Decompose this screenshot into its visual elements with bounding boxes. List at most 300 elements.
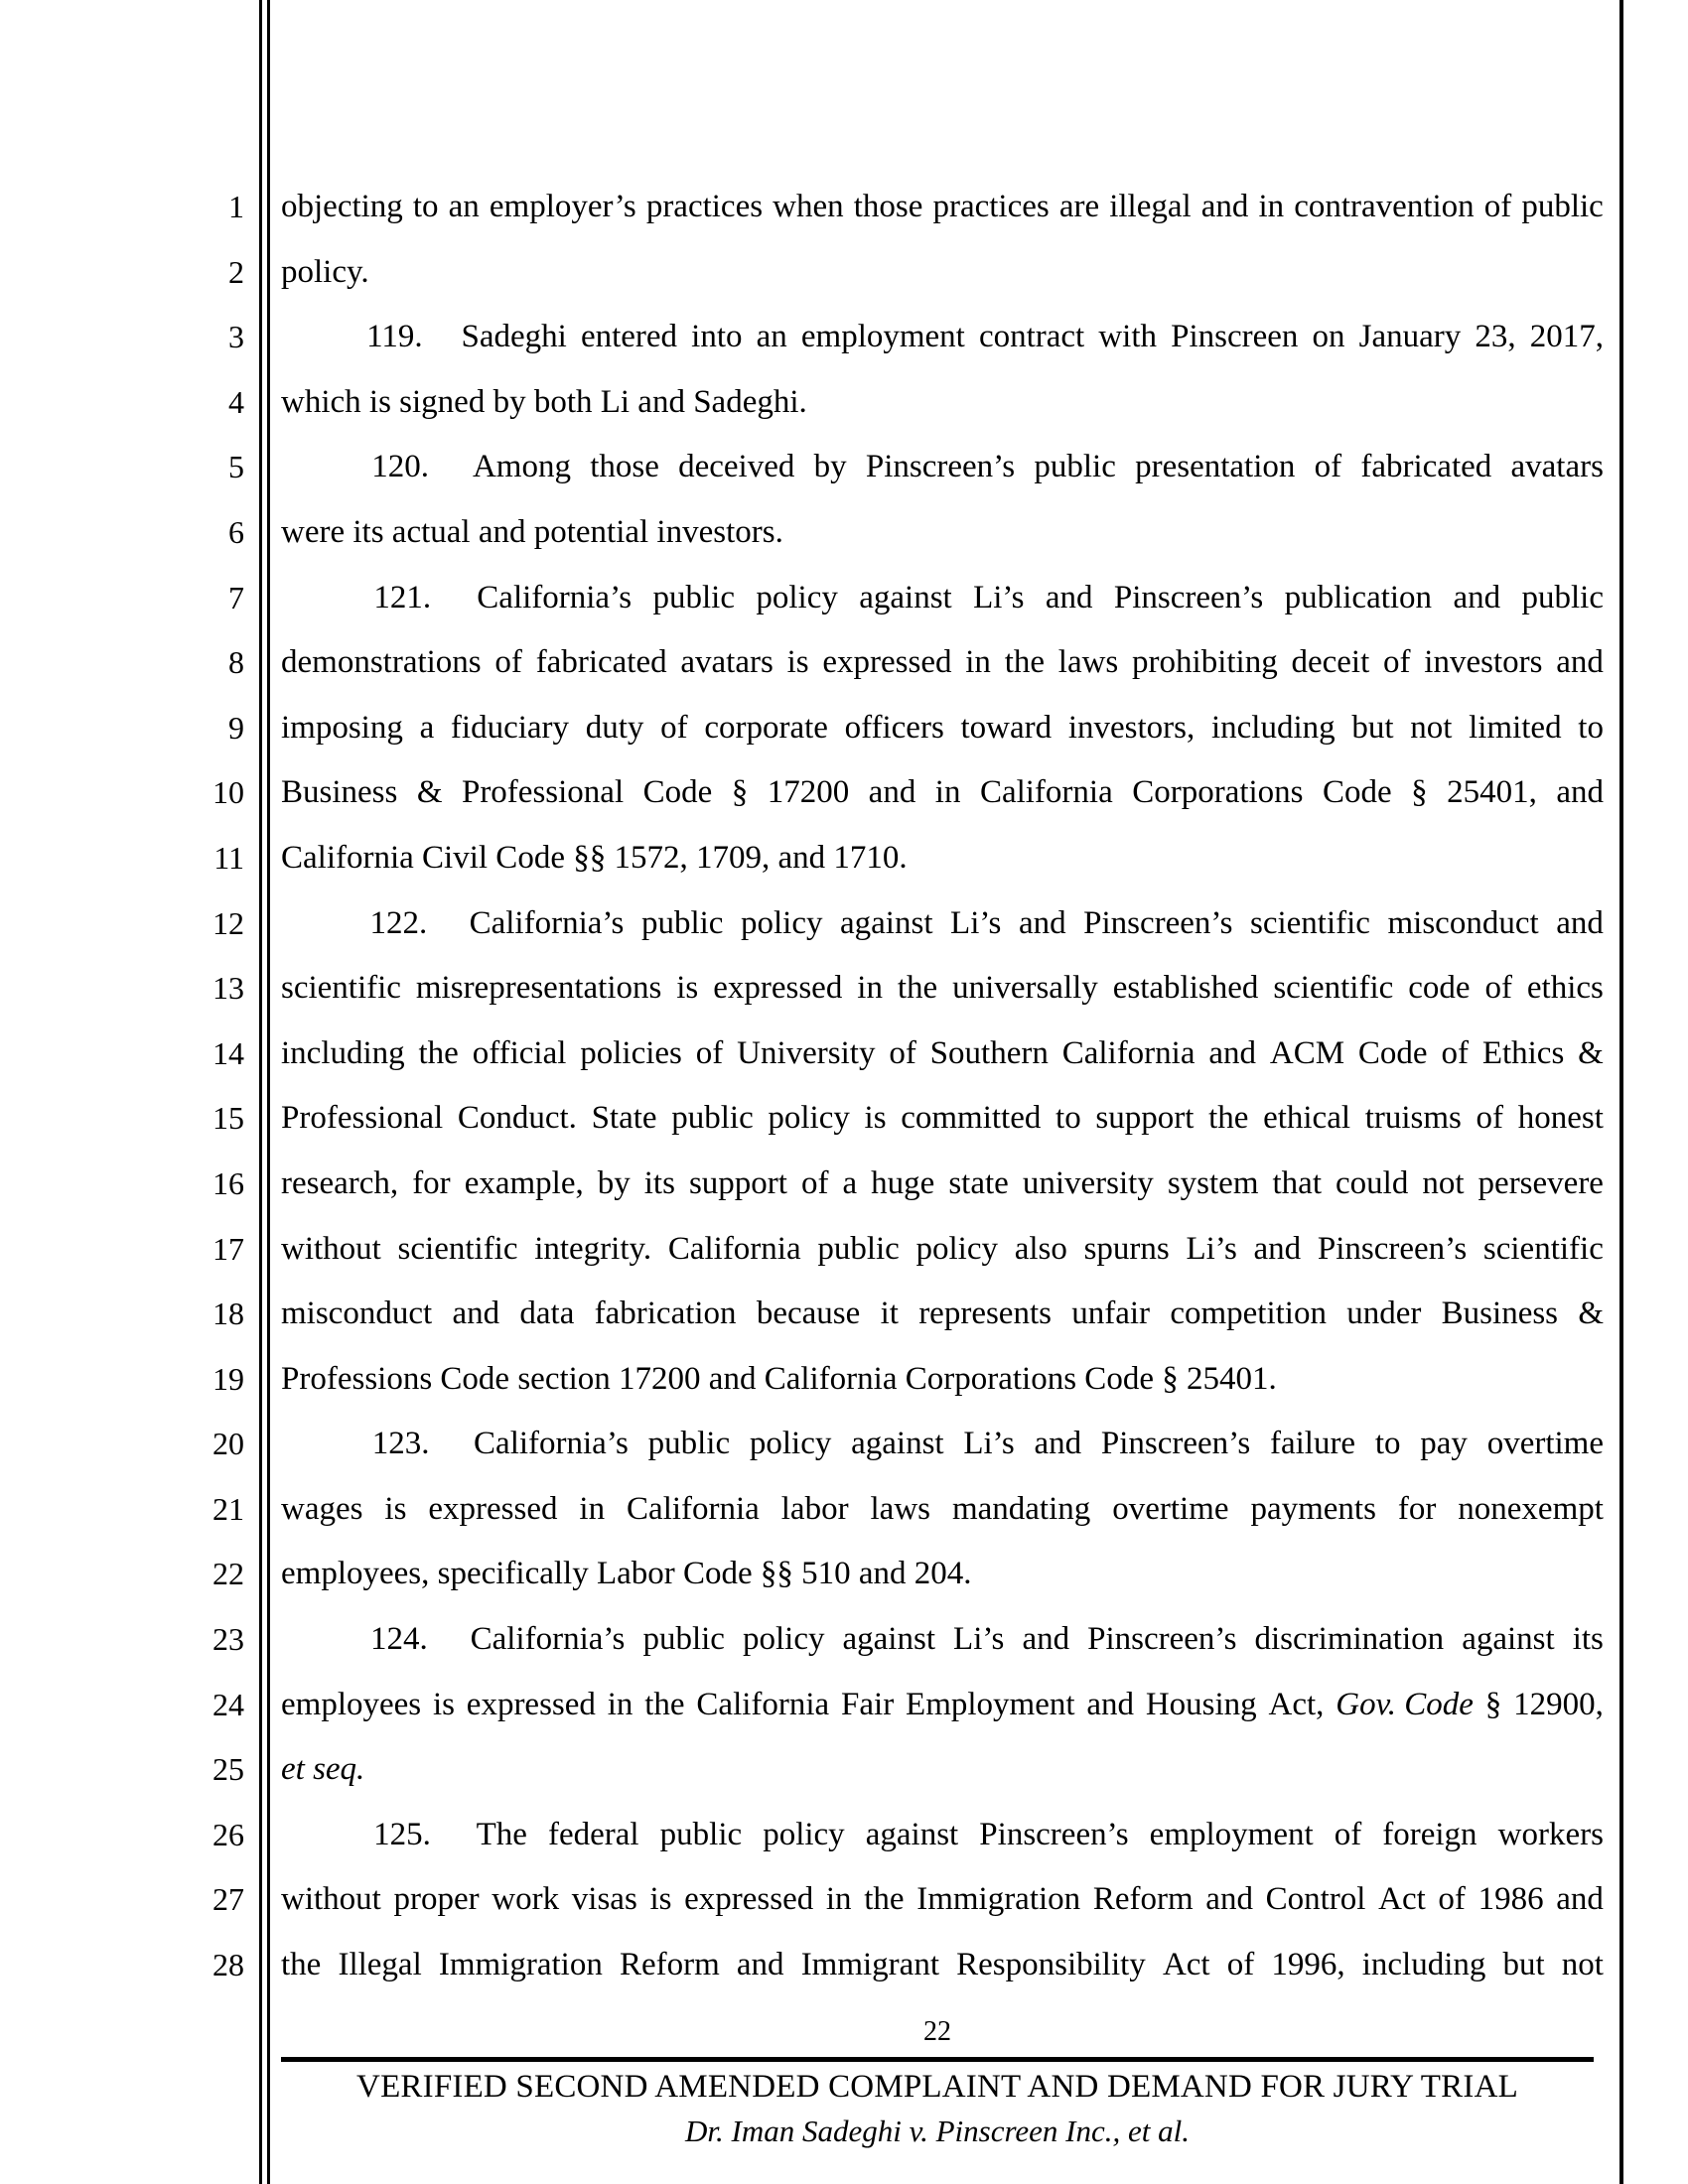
- line-number: 19: [212, 1360, 244, 1397]
- word: 17200: [767, 774, 850, 811]
- word: and: [1556, 644, 1604, 681]
- word: California: [1061, 1034, 1196, 1071]
- word: and: [1253, 1230, 1302, 1267]
- word: misrepresentations: [415, 970, 662, 1007]
- word: Pinscreen’s: [1113, 579, 1264, 615]
- word: and: [1022, 1621, 1070, 1658]
- word: Employment: [906, 1686, 1075, 1722]
- word: the: [864, 1881, 905, 1918]
- word: committed: [901, 1100, 1042, 1137]
- word: fabrication: [594, 1296, 737, 1332]
- word: avatars: [1510, 449, 1604, 485]
- line-number: 13: [212, 970, 244, 1007]
- word: failure: [1269, 1426, 1356, 1462]
- word: labor: [780, 1490, 849, 1527]
- line-number-gutter: [179, 175, 244, 1998]
- text-line: [281, 1933, 1604, 1998]
- word: contract: [978, 319, 1085, 355]
- word: unfair: [1071, 1296, 1151, 1332]
- word: including: [281, 1034, 405, 1071]
- word: California: [979, 774, 1113, 811]
- line-text: employees, specifically Labor Code §§ 510 and 204.: [281, 1556, 972, 1592]
- word: Code: [1357, 1034, 1428, 1071]
- word: entered: [580, 319, 678, 355]
- word: scientific: [1250, 904, 1370, 941]
- word: Pinscreen’s: [865, 449, 1016, 485]
- word: could: [1336, 1164, 1409, 1201]
- word: against: [1462, 1621, 1555, 1658]
- word: Southern: [929, 1034, 1049, 1071]
- word: Gov. Code: [1336, 1686, 1474, 1722]
- word: of: [889, 1034, 916, 1071]
- word: 121.: [373, 579, 432, 615]
- word: is: [432, 1686, 455, 1722]
- word: an: [756, 319, 787, 355]
- text-line: [281, 956, 1604, 1022]
- word: Act,: [1268, 1686, 1325, 1722]
- text-line: [281, 826, 1604, 891]
- text-line: [281, 175, 1604, 240]
- word: its: [643, 1164, 675, 1201]
- line-number: 2: [228, 253, 244, 290]
- word: employees: [281, 1686, 422, 1722]
- word: support: [688, 1164, 787, 1201]
- word: Business: [1441, 1296, 1559, 1332]
- word: policy: [740, 904, 823, 941]
- text-line: [281, 435, 1604, 500]
- word: policy: [756, 579, 838, 615]
- word: in: [607, 1686, 633, 1722]
- word: against: [840, 904, 933, 941]
- text-line: [281, 566, 1604, 631]
- word: &: [1578, 1034, 1604, 1071]
- line-text: which is signed by both Li and Sadeghi.: [281, 383, 807, 420]
- word: State: [591, 1100, 657, 1137]
- word: of: [1314, 449, 1342, 485]
- word: ethics: [1526, 970, 1604, 1007]
- word: Corporations: [1132, 774, 1304, 811]
- word: ethical: [1263, 1100, 1351, 1137]
- word: employer’s: [489, 189, 636, 224]
- word: in: [579, 1490, 606, 1527]
- word: for: [1397, 1490, 1437, 1527]
- word: Professional: [281, 1100, 444, 1137]
- footer-case-caption: Dr. Iman Sadeghi v. Pinscreen Inc., et al.: [685, 2114, 1190, 2148]
- word: visas: [571, 1881, 637, 1918]
- word: Pinscreen’s: [1087, 1621, 1237, 1658]
- word: and: [736, 1947, 784, 1983]
- word: §: [1411, 774, 1428, 811]
- paragraph-indent: [281, 1412, 352, 1477]
- word: California: [627, 1490, 760, 1527]
- word: Li’s: [973, 579, 1025, 615]
- paragraph-indent: [281, 1607, 352, 1673]
- word: 1986: [1477, 1881, 1544, 1918]
- paragraph-indent: [281, 1803, 352, 1868]
- word: misconduct: [1387, 904, 1539, 941]
- line-number: 16: [212, 1164, 244, 1201]
- word: Fair: [841, 1686, 895, 1722]
- word: is: [649, 1881, 672, 1918]
- footer-title: VERIFIED SECOND AMENDED COMPLAINT AND DEMAND FOR JURY TRIAL: [356, 2069, 1518, 2105]
- line-number: 5: [228, 449, 244, 485]
- word: toward: [960, 709, 1053, 746]
- word: Li’s: [963, 1426, 1015, 1462]
- word: policy: [768, 1100, 850, 1137]
- left-margin-rule-inner: [267, 0, 270, 2184]
- word: Li’s: [953, 1621, 1005, 1658]
- word: laws: [1057, 644, 1119, 681]
- line-number: 28: [212, 1947, 244, 1983]
- word: the: [1004, 644, 1046, 681]
- word: practices: [645, 189, 764, 224]
- line-text: policy.: [281, 253, 369, 290]
- word: fabricated: [1360, 449, 1492, 485]
- word: to: [1578, 709, 1604, 746]
- word: for: [412, 1164, 451, 1201]
- word: California’s: [449, 1426, 629, 1462]
- word: universally: [952, 970, 1098, 1007]
- word: established: [1112, 970, 1259, 1007]
- text-line: [281, 1282, 1604, 1347]
- word: is: [676, 970, 699, 1007]
- word: Act: [1162, 1947, 1210, 1983]
- word: deceived: [678, 449, 795, 485]
- word: of: [1334, 1816, 1362, 1852]
- word: foreign: [1382, 1816, 1477, 1852]
- word: §: [731, 774, 749, 811]
- word: fabricated: [535, 644, 667, 681]
- word: by: [597, 1164, 631, 1201]
- word: without: [281, 1881, 381, 1918]
- word: Professional: [461, 774, 625, 811]
- word: nonexempt: [1458, 1490, 1604, 1527]
- text-line: [281, 696, 1604, 761]
- word: Reform: [1092, 1881, 1194, 1918]
- word: that: [1272, 1164, 1322, 1201]
- text-line: [281, 891, 1604, 957]
- word: to: [1055, 1100, 1081, 1137]
- word: expressed: [684, 1881, 814, 1918]
- word: against: [859, 579, 952, 615]
- word: pay: [1420, 1426, 1468, 1462]
- word: not: [1410, 709, 1453, 746]
- word: California’s: [452, 579, 633, 615]
- paragraph-indent: [281, 435, 352, 500]
- text-line: [281, 1152, 1604, 1217]
- line-number: 14: [212, 1034, 244, 1071]
- word: prohibiting: [1132, 644, 1278, 681]
- word: workers: [1497, 1816, 1604, 1852]
- word: public: [671, 1100, 754, 1137]
- word: Responsibility: [956, 1947, 1146, 1983]
- word: proper: [393, 1881, 480, 1918]
- word: employment: [800, 319, 965, 355]
- word: expressed: [428, 1490, 558, 1527]
- word: Among: [448, 449, 571, 485]
- line-number: 7: [228, 579, 244, 615]
- word: of: [1383, 644, 1411, 681]
- word: 122.: [369, 904, 428, 941]
- word: university: [1022, 1164, 1154, 1201]
- word: public: [652, 579, 735, 615]
- word: Business: [281, 774, 398, 811]
- word: and: [1208, 1034, 1257, 1071]
- line-number: 9: [228, 709, 244, 746]
- word: by: [813, 449, 847, 485]
- word: Sadeghi: [436, 319, 567, 355]
- word: limited: [1469, 709, 1562, 746]
- text-line: [281, 1867, 1604, 1933]
- line-text: California Civil Code §§ 1572, 1709, and 1710.: [281, 839, 908, 876]
- word: it: [880, 1296, 899, 1332]
- word: federal: [548, 1816, 639, 1852]
- word: 123.: [371, 1426, 430, 1462]
- word: Reform: [619, 1947, 720, 1983]
- word: of: [1441, 1034, 1469, 1071]
- line-number: 6: [228, 513, 244, 550]
- word: California’s: [444, 904, 625, 941]
- word: policies: [580, 1034, 682, 1071]
- word: duty: [585, 709, 644, 746]
- word: 124.: [370, 1621, 428, 1658]
- word: policy: [742, 1621, 825, 1658]
- word: are: [1058, 189, 1100, 224]
- word: the: [644, 1686, 685, 1722]
- word: public: [659, 1816, 743, 1852]
- word: scientific: [281, 970, 401, 1007]
- paragraph-indent: [281, 305, 352, 370]
- word: of: [494, 644, 522, 681]
- word: Pinscreen’s: [1317, 1230, 1468, 1267]
- word: overtime: [1112, 1490, 1229, 1527]
- word: state: [948, 1164, 1009, 1201]
- text-line: [281, 760, 1604, 826]
- word: Illegal: [338, 1947, 422, 1983]
- word: truisms: [1364, 1100, 1462, 1137]
- word: public: [647, 1426, 731, 1462]
- word: work: [492, 1881, 560, 1918]
- word: scientific: [1273, 970, 1394, 1007]
- line-number: 17: [212, 1230, 244, 1267]
- word: and: [1045, 579, 1093, 615]
- word: and: [1556, 774, 1604, 811]
- word: its: [1572, 1621, 1604, 1658]
- word: in: [825, 1881, 852, 1918]
- word: against: [865, 1816, 959, 1852]
- word: fiduciary: [450, 709, 570, 746]
- word: in: [857, 970, 883, 1007]
- word: in: [1258, 189, 1285, 224]
- word: the: [281, 1947, 322, 1983]
- word: illegal: [1109, 189, 1192, 224]
- line-number: 11: [213, 839, 244, 876]
- left-margin-rule-outer: [259, 0, 262, 2184]
- line-text: were its actual and potential investors.: [281, 513, 783, 550]
- word: contravention: [1294, 189, 1475, 224]
- word: and: [1453, 579, 1501, 615]
- word: persevere: [1477, 1164, 1604, 1201]
- line-number: 8: [228, 644, 244, 681]
- word: investors,: [1067, 709, 1196, 746]
- word: spurns: [1083, 1230, 1170, 1267]
- word: including: [1210, 709, 1336, 746]
- word: wages: [281, 1490, 363, 1527]
- word: practices: [932, 189, 1050, 224]
- word: payments: [1250, 1490, 1376, 1527]
- word: laws: [870, 1490, 931, 1527]
- text-line: [281, 240, 1604, 306]
- word: officers: [844, 709, 944, 746]
- line-number: 1: [228, 189, 244, 224]
- word: data: [519, 1296, 575, 1332]
- word: is: [384, 1490, 407, 1527]
- document-body: [281, 175, 1604, 1998]
- line-number: 22: [212, 1556, 244, 1592]
- paragraph-indent: [281, 566, 352, 631]
- word: research,: [281, 1164, 399, 1201]
- word: integrity.: [534, 1230, 652, 1267]
- text-line: [281, 1737, 1604, 1803]
- word: &: [416, 774, 443, 811]
- line-number: 24: [212, 1686, 244, 1722]
- word: imposing: [281, 709, 403, 746]
- word: and: [1086, 1686, 1134, 1722]
- word: overtime: [1486, 1426, 1604, 1462]
- word: public: [817, 1230, 900, 1267]
- word: Ethics: [1481, 1034, 1565, 1071]
- line-number: 4: [228, 383, 244, 420]
- word: public: [1521, 579, 1604, 615]
- word: represents: [918, 1296, 1052, 1332]
- word: policy: [915, 1230, 998, 1267]
- line-number: 27: [212, 1881, 244, 1918]
- word: and: [1034, 1426, 1082, 1462]
- word: against: [842, 1621, 935, 1658]
- word: discrimination: [1254, 1621, 1445, 1658]
- word: 12900,: [1513, 1686, 1604, 1722]
- word: Li’s: [1186, 1230, 1237, 1267]
- word: of: [695, 1034, 724, 1071]
- word: scientific: [1482, 1230, 1604, 1267]
- line-number: 12: [212, 904, 244, 941]
- text-line: [281, 1673, 1604, 1738]
- line-text: Professions Code section 17200 and California Corporations Code § 25401.: [281, 1360, 1277, 1397]
- word: 25401,: [1447, 774, 1537, 811]
- word: official: [472, 1034, 567, 1071]
- word: in: [934, 774, 961, 811]
- word: Act: [1378, 1881, 1426, 1918]
- word: Immigrant: [800, 1947, 939, 1983]
- word: §: [1484, 1686, 1502, 1722]
- word: a: [419, 709, 435, 746]
- word: and: [1556, 904, 1604, 941]
- word: including: [1361, 1947, 1486, 1983]
- word: and: [1205, 1881, 1253, 1918]
- footer: [281, 2065, 1594, 2153]
- line-number: 25: [212, 1751, 244, 1788]
- word: under: [1346, 1296, 1422, 1332]
- word: with: [1098, 319, 1158, 355]
- word: &: [1578, 1296, 1604, 1332]
- word: those: [590, 449, 659, 485]
- word: demonstrations: [281, 644, 482, 681]
- word: is: [864, 1100, 887, 1137]
- line-number: 3: [228, 319, 244, 355]
- word: against: [851, 1426, 944, 1462]
- word: in: [965, 644, 991, 681]
- word: 1996,: [1271, 1947, 1345, 1983]
- word: of: [660, 709, 688, 746]
- word: expressed: [713, 970, 843, 1007]
- line-number: 26: [212, 1816, 244, 1852]
- word: Conduct.: [457, 1100, 577, 1137]
- word: a: [842, 1164, 858, 1201]
- word: 120.: [371, 449, 429, 485]
- word: 119.: [366, 319, 423, 355]
- word: Pinscreen’s: [1100, 1426, 1251, 1462]
- word: policy: [763, 1816, 845, 1852]
- word: public: [640, 904, 724, 941]
- word: of: [1438, 1881, 1466, 1918]
- word: Housing: [1145, 1686, 1257, 1722]
- word: the: [1208, 1100, 1249, 1137]
- word: Code: [1323, 774, 1392, 811]
- text-line: [281, 1607, 1604, 1673]
- word: and: [452, 1296, 500, 1332]
- word: the: [418, 1034, 459, 1071]
- word: Li’s: [950, 904, 1002, 941]
- page-number: 22: [923, 2016, 951, 2047]
- text-line: [281, 1542, 1604, 1607]
- line-text: et seq.: [281, 1751, 365, 1788]
- text-line: [281, 630, 1604, 696]
- word: objecting: [281, 189, 403, 224]
- word: Immigration: [438, 1947, 603, 1983]
- word: misconduct: [281, 1296, 433, 1332]
- text-line: [281, 1217, 1604, 1283]
- word: 23,: [1475, 319, 1516, 355]
- text-line: [281, 1412, 1604, 1477]
- word: California’s: [445, 1621, 626, 1658]
- word: of: [1483, 189, 1512, 224]
- word: 2017,: [1529, 319, 1604, 355]
- word: Code: [642, 774, 713, 811]
- word: honest: [1517, 1100, 1604, 1137]
- word: code: [1408, 970, 1471, 1007]
- word: public: [1521, 189, 1604, 224]
- word: support: [1095, 1100, 1195, 1137]
- line-number: 15: [212, 1100, 244, 1137]
- word: publication: [1284, 579, 1433, 615]
- word: California: [696, 1686, 830, 1722]
- word: huge: [871, 1164, 935, 1201]
- word: and: [868, 774, 916, 811]
- line-number: 20: [212, 1426, 244, 1462]
- word: not: [1422, 1164, 1465, 1201]
- word: is: [786, 644, 809, 681]
- text-line: [281, 370, 1604, 436]
- word: an: [448, 189, 480, 224]
- line-number: 10: [212, 774, 244, 811]
- line-number: 23: [212, 1621, 244, 1658]
- word: policy: [749, 1426, 832, 1462]
- word: corporate: [704, 709, 828, 746]
- word: of: [800, 1164, 829, 1201]
- text-line: [281, 1477, 1604, 1543]
- word: example,: [464, 1164, 584, 1201]
- right-margin-rule: [1619, 0, 1623, 2184]
